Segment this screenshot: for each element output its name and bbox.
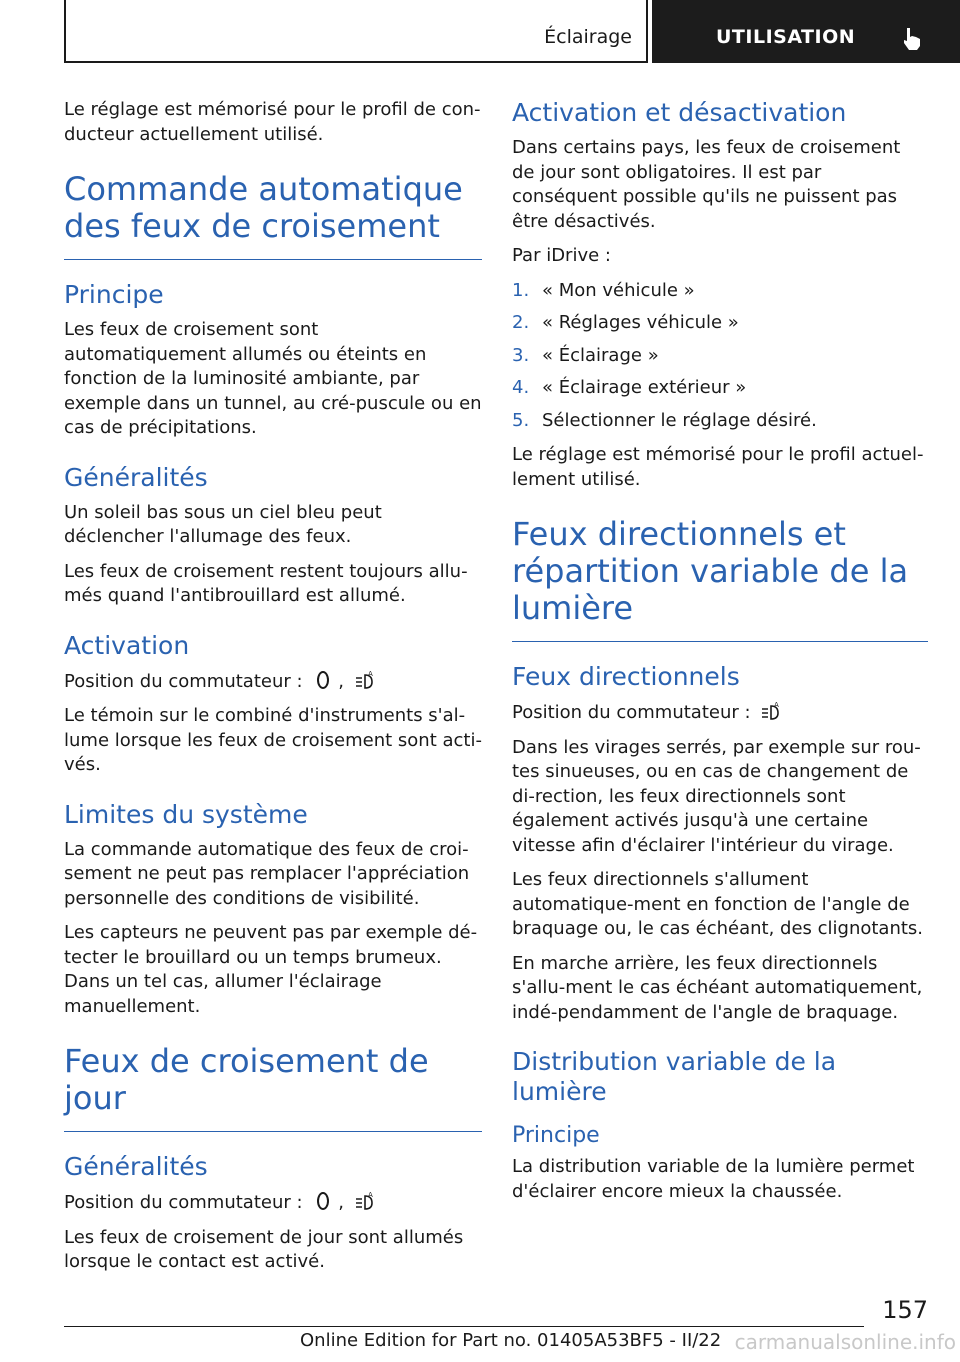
daytime-heading: Feux de croisement de jour: [64, 1042, 429, 1117]
switch-zero-icon: [312, 669, 334, 691]
list-item: 5. Sélectionner le réglage désiré.: [512, 409, 817, 431]
list-item: 4. « Éclairage extérieur »: [512, 377, 747, 398]
intro-text: Le réglage est mémorisé pour le profil de con-ducteur actuellement utilisé.: [64, 99, 481, 145]
distribution-principe-heading: Principe: [512, 1123, 600, 1148]
limites-heading: Limites du système: [64, 799, 308, 829]
directional-heading: Feux directionnels et répartition variable de la lumière: [512, 515, 909, 627]
svg-text:A: A: [367, 1191, 373, 1199]
gen2-separator: ,: [338, 1192, 345, 1213]
activation-deactivation-heading: Activation et désactivation: [512, 98, 847, 127]
idrive-label: Par iDrive :: [512, 245, 611, 266]
feux-directionnels-heading: Feux directionnels: [512, 662, 740, 691]
watermark: carmanualsonline.info: [734, 1330, 956, 1354]
distribution-heading: Distribution variable de la lumière: [512, 1047, 837, 1106]
gen2-text: Les feux de croisement de jour sont allumés lorsque le contact est activé.: [64, 1226, 464, 1272]
list-item: 2. « Réglages véhicule »: [512, 312, 739, 333]
list-item: 3. « Éclairage »: [512, 344, 659, 366]
generalites-heading: Généralités: [64, 462, 208, 492]
dir-text-2: Les feux directionnels s'allument automatique-ment en fonction de l'angle de braquage ou, le cas échéant, des clignotants.: [512, 869, 924, 939]
auto-headlight-icon: [354, 669, 376, 691]
distribution-text: La distribution variable de la lumière permet d'éclairer encore mieux la chaussée.: [512, 1156, 915, 1202]
dir-text-3: En marche arrière, les feux directionnels s'allu-ment le cas échéant automatiquement, indé-pendamment de l'angle de braquage.: [512, 952, 923, 1023]
generalites-2-heading: Généralités: [64, 1152, 208, 1181]
header-chapter-box: [652, 0, 960, 63]
dir-switch-position: [512, 700, 928, 726]
page-number: 157: [882, 1296, 928, 1324]
limites-text-2: Les capteurs ne peuvent pas par exemple dé-tecter le brouillard ou un temps brumeux. Dans un tel cas, allumer l'éclairage manuellement.: [64, 922, 478, 1017]
activation-heading: Activation: [64, 630, 190, 660]
activation-deactivation-text: Dans certains pays, les feux de croisement de jour sont obligatoires. Il est par conséquent possible qu'ils ne puissent pas être désactivés.: [512, 137, 901, 232]
gen2-switch-label: Position du commutateur :: [64, 1192, 303, 1213]
principe-heading: Principe: [64, 280, 164, 309]
pointing-hand-icon: [898, 24, 926, 52]
generalites-text-1: Un soleil bas sous un ciel bleu peut déclencher l'allumage des feux.: [64, 501, 382, 547]
edition-text: Online Edition for Part no. 01405A53BF5 - II/22: [300, 1330, 722, 1351]
auto-lowbeam-heading-block: [64, 171, 482, 260]
daytime-heading-block: [64, 1043, 482, 1132]
activation-switch-label: Position du commutateur :: [64, 670, 303, 692]
activation-separator: ,: [338, 670, 345, 692]
footer-divider: [64, 1326, 864, 1327]
idrive-steps-list: [512, 279, 928, 434]
right-column: [512, 98, 928, 1214]
auto-lowbeam-heading: Commande automatique des feux de croisement: [64, 170, 463, 245]
svg-text:A: A: [774, 701, 780, 709]
principe-text: Les feux de croisement sont automatiquement allumés ou éteints en fonction de la luminosité ambiante, par exemple dans un tunnel, au cré-puscule ou en cas de précipitations.: [64, 319, 482, 438]
memo-text: Le réglage est mémorisé pour le profil actuel-lement utilisé.: [512, 444, 924, 490]
activation-switch-position: [64, 669, 482, 695]
left-column: [64, 98, 482, 1285]
switch-zero-icon: [312, 1190, 334, 1212]
auto-headlight-icon: [354, 1190, 376, 1212]
generalites-text-2: Les feux de croisement restent toujours allu-més quand l'antibrouillard est allumé.: [64, 560, 468, 606]
limites-text-1: La commande automatique des feux de croi-sement ne peut pas remplacer l'appréciation personnelle des conditions de visibilité.: [64, 838, 470, 909]
header-section-box: [64, 0, 648, 63]
header-section-title: Éclairage: [544, 26, 632, 48]
gen2-switch-position: [64, 1190, 482, 1216]
dir-text-1: Dans les virages serrés, par exemple sur rou-tes sinueuses, ou en cas de changement de di-rection, les feux directionnels sont également activés jusqu'à une certaine vitesse afin d'éclairer l'intérieur du virage.: [512, 736, 921, 856]
dir-switch-label: Position du commutateur :: [512, 702, 751, 723]
list-item: 1. « Mon véhicule »: [512, 279, 695, 301]
directional-heading-block: [512, 516, 928, 642]
activation-text: Le témoin sur le combiné d'instruments s'al-lume lorsque les feux de croisement sont acti-vés.: [64, 705, 482, 775]
header-chapter-title: UTILISATION: [716, 26, 856, 48]
auto-headlight-icon: [760, 700, 782, 722]
svg-text:A: A: [367, 669, 373, 678]
